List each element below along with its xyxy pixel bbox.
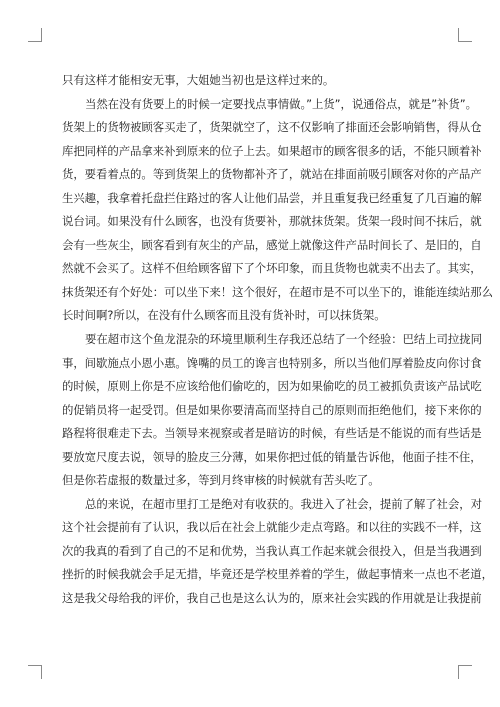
text-line: 总的来说，在超市里打工是绝对有收获的。我进入了社会，提前了解了社会，对 — [85, 496, 482, 511]
text-line: 要放宽尺度去说，领导的脸皮三分薄，如果你把过低的销量告诉他，他面子挂不住， — [62, 449, 482, 464]
text-line: 货架上的货物被顾客买走了，货架就空了，这不仅影响了排面还会影响销售，得从仓 — [62, 120, 482, 135]
text-line: 当然在没有货要上的时候一定要找点事情做。”上货”，说通俗点，就是”补货”。 — [85, 96, 477, 111]
text-line: 然就不会买了。这样不但给顾客留下了个坏印象，而且货物也就卖不出去了。其实， — [62, 261, 482, 276]
text-line: 库把同样的产品拿来补到原来的位子上去。如果超市的顾客很多的话，不能只顾着补 — [62, 143, 482, 158]
text-line: 路程将很难走下去。当领导来视察或者是暗访的时候，有些话是不能说的而有些话是 — [62, 426, 482, 441]
paragraph — [62, 493, 493, 611]
paragraph — [62, 93, 493, 328]
text-line: 生兴趣，我拿着托盘拦住路过的客人让他们品尝，并且重复我已经重复了几百遍的解 — [62, 190, 482, 205]
text-line: 抹货架还有个好处：可以坐下来！这个很好，在超市是不可以坐下的，谁能连续站那么 — [62, 284, 493, 299]
paragraph — [62, 328, 482, 493]
crop-mark-top-left — [28, 28, 42, 42]
text-line: 长时间啊?所以，在没有什么顾客而且没有货补时，可以抹货架。 — [62, 308, 386, 323]
text-line: 要在超市这个鱼龙混杂的环境里顺利生存我还总结了一个经验：巴结上司拉拢同 — [85, 332, 482, 347]
text-line: 次的我真的看到了自己的不足和优势，当我认真工作起来就会很投入，但是当我遇到 — [62, 543, 482, 558]
paragraph — [62, 69, 444, 93]
text-line: 会有一些灰尘，顾客看到有灰尘的产品，感觉上就像这件产品时间长了、是旧的，自 — [62, 237, 482, 252]
text-line: 挫折的时候我就会手足无措，毕竟还是学校里养着的学生，做起事情来一点也不老道， — [62, 567, 493, 582]
text-line: 的促销员将一起受罚。但是如果你要清高而坚持自己的原则而拒绝他们，接下来你的 — [62, 402, 482, 417]
crop-mark-bottom-right — [458, 665, 472, 679]
text-line: 只有这样才能相安无事，大姐她当初也是这样过来的。 — [62, 73, 335, 87]
document-body — [62, 69, 493, 611]
text-line: 这是我父母给我的评价，我自己也是这么认为的，原来社会实践的作用就是让我提前 — [62, 591, 482, 606]
text-line: 说台词。如果没有什么顾客，也没有货要补，那就抹货架。货架一段时间不抹后，就 — [62, 214, 482, 229]
text-line: 事，间歇施点小恩小惠。馋嘴的员工的谗言也特别多，所以当他们厚着脸皮向你讨食 — [62, 355, 482, 370]
text-line: 货，要看着点的。等到货架上的货物都补齐了，就站在排面前吸引顾客对你的产品产 — [62, 167, 482, 182]
text-line: 但是你若虚报的数量过多，等到月终审核的时候就有苦头吃了。 — [62, 473, 380, 488]
crop-mark-top-right — [458, 28, 472, 42]
text-line: 这个社会提前有了认识，我以后在社会上就能少走点弯路。和以往的实践不一样，这 — [62, 520, 482, 535]
crop-mark-bottom-left — [28, 665, 42, 679]
text-line: 的时候，原则上你是不应该给他们偷吃的，因为如果偷吃的员工被抓负责该产品试吃 — [62, 379, 482, 394]
